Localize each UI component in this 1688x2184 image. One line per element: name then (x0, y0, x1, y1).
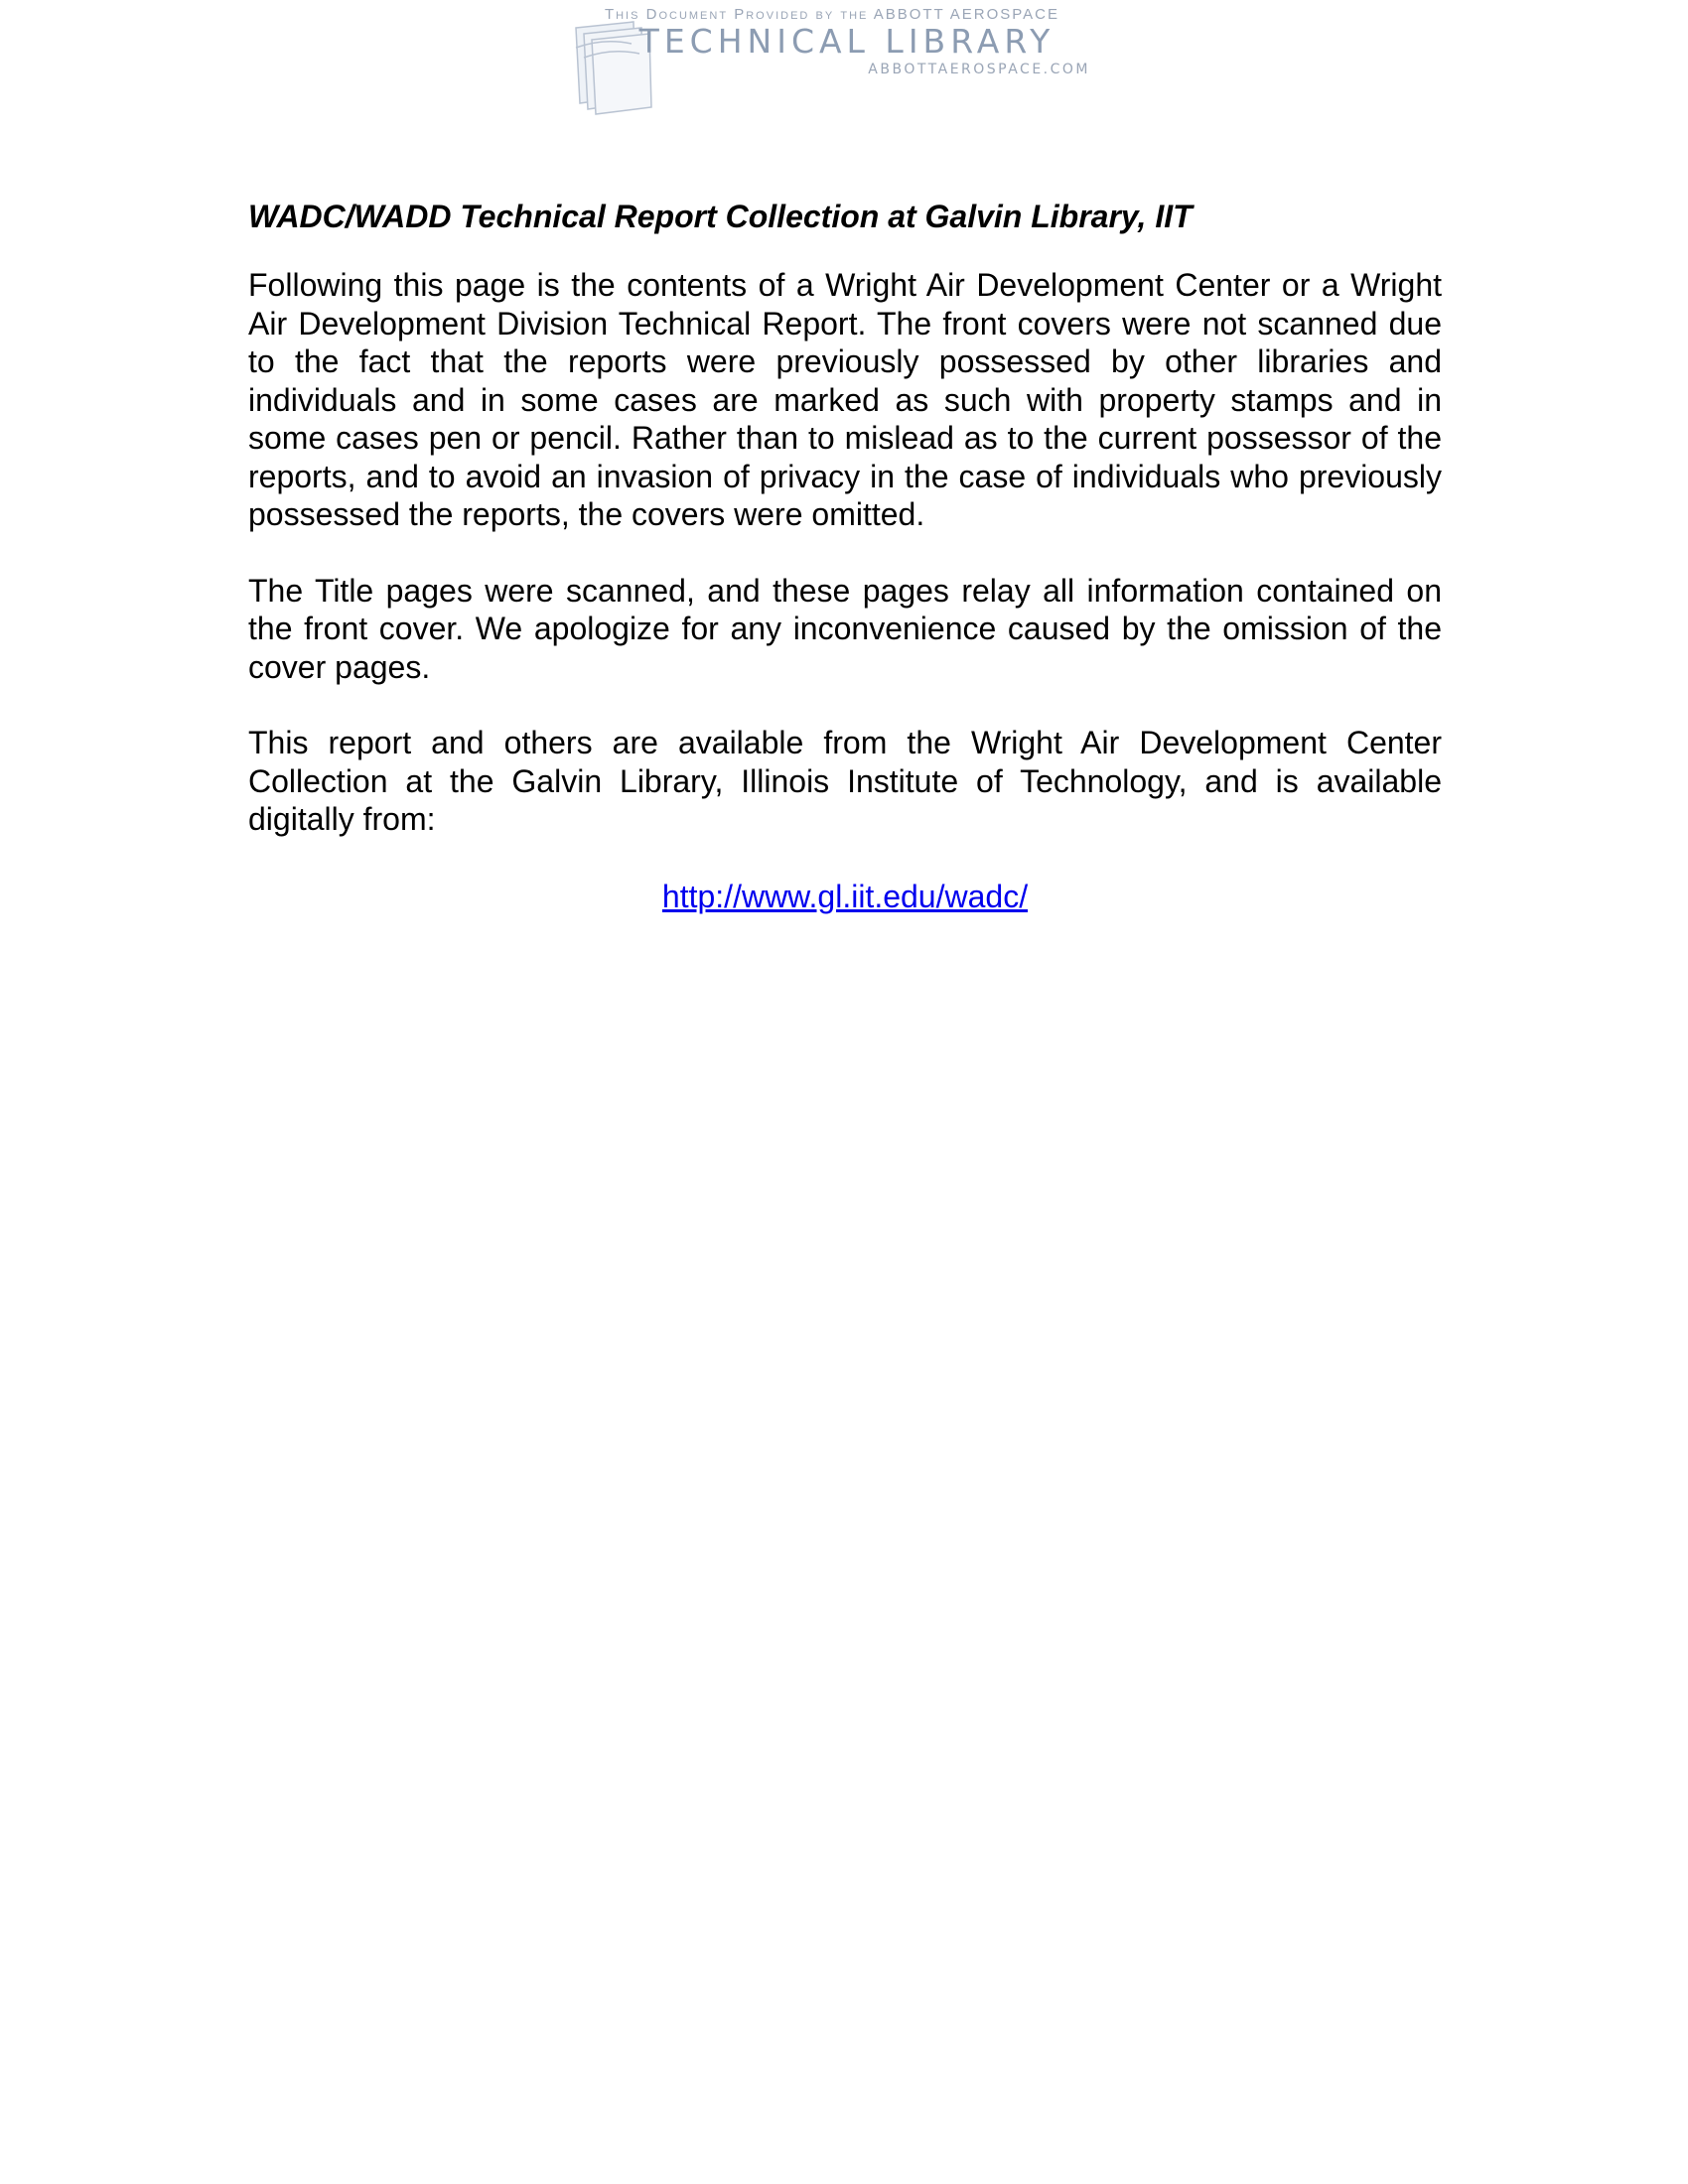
library-watermark (574, 4, 1090, 115)
document-body (248, 195, 1442, 916)
link-container (248, 877, 1442, 916)
document-title: WADC/WADD Technical Report Collection at Galvin Library, IIT (248, 199, 1193, 234)
paragraph-availability: This report and others are available from the Wright Air Development Center Collection at the Galvin Library, Illinois Institute of Technology, and is available digitally from: (248, 725, 1442, 837)
watermark-title: TECHNICAL LIBRARY (638, 22, 1055, 61)
paragraph-cover-omission: Following this page is the contents of a Wright Air Development Center or a Wright Air Development Division Technical Report. The front covers were not scanned due to the fact that the reports were previously possessed by other libraries and individuals and in some cases are marked as such with property stamps and in some cases pen or pencil. Rather than to mislead as to the current possessor of the reports, and to avoid an invasion of privacy in the case of individuals who previously possessed the reports, the covers were omitted. (248, 267, 1442, 532)
watermark-website: ABBOTTAEROSPACE.COM (868, 62, 1090, 77)
watermark-provided-by: This Document Provided by the ABBOTT AEROSPACE (604, 6, 1060, 23)
paragraph-title-pages: The Title pages were scanned, and these pages relay all information contained on the front cover. We apologize for any inconvenience caused by the omission of the cover pages. (248, 572, 1442, 685)
wadc-collection-link[interactable]: http://www.gl.iit.edu/wadc/ (661, 878, 1029, 914)
